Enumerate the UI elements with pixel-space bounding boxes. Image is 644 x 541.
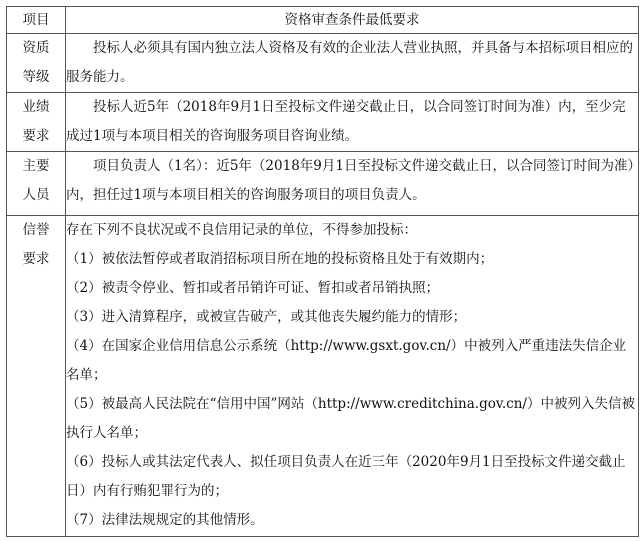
credit-intro: 存在下列不良状况或不良信用记录的单位，不得参加投标： (66, 222, 417, 238)
requirements-table (6, 6, 639, 537)
row-label: 资质 等级 (7, 34, 66, 93)
row-label: 主要 人员 (7, 152, 66, 216)
credit-item: （5）被最高人民法院在“信用中国”网站（http://www.creditchina.gov.cn/）中被列入失信被执行人名单； (66, 396, 635, 441)
row-content (66, 152, 639, 216)
credit-item: （4）在国家企业信用信息公示系统（http://www.gsxt.gov.cn/）中被列入严重违法失信企业名单； (66, 338, 627, 383)
header-requirement: 资格审查条件最低要求 (66, 7, 639, 34)
row-content (66, 216, 639, 537)
row-content (66, 93, 639, 152)
row-personnel (7, 152, 639, 216)
qualification-text: 投标人必须具有国内独立法人资格及有效的企业法人营业执照，并具备与本招标项目相应的服务能力。 (66, 40, 633, 85)
header-row (7, 7, 639, 34)
header-item: 项目 (7, 7, 66, 34)
row-credit (7, 216, 639, 537)
credit-item: （6）投标人或其法定代表人、拟任项目负责人在近三年（2020年9月1日至投标文件递交截止日）内有行贿犯罪行为的； (66, 454, 626, 499)
personnel-text: 项目负责人（1名）：近5年（2018年9月1日至投标文件递交截止日，以合同签订时间为准）内，担任过1项与本项目相关的咨询服务项目的项目负责人。 (66, 158, 635, 203)
row-content (66, 34, 639, 93)
credit-item: （1）被依法暂停或者取消招标项目所在地的投标资格且处于有效期内； (66, 251, 494, 267)
row-performance (7, 93, 639, 152)
performance-text: 投标人近5年（2018年9月1日至投标文件递交截止日，以合同签订时间为准）内，至少完成过1项与本项目相关的咨询服务项目咨询业绩。 (66, 99, 626, 144)
credit-item: （7）法律法规规定的其他情形。 (66, 512, 264, 528)
credit-item: （3）进入清算程序，或被宣告破产，或其他丧失履约能力的情形； (66, 309, 467, 325)
credit-item: （2）被责令停业、暂扣或者吊销许可证、暂扣或者吊销执照； (66, 280, 440, 296)
row-qualification (7, 34, 639, 93)
row-label: 信誉 要求 (7, 216, 66, 537)
row-label: 业绩 要求 (7, 93, 66, 152)
